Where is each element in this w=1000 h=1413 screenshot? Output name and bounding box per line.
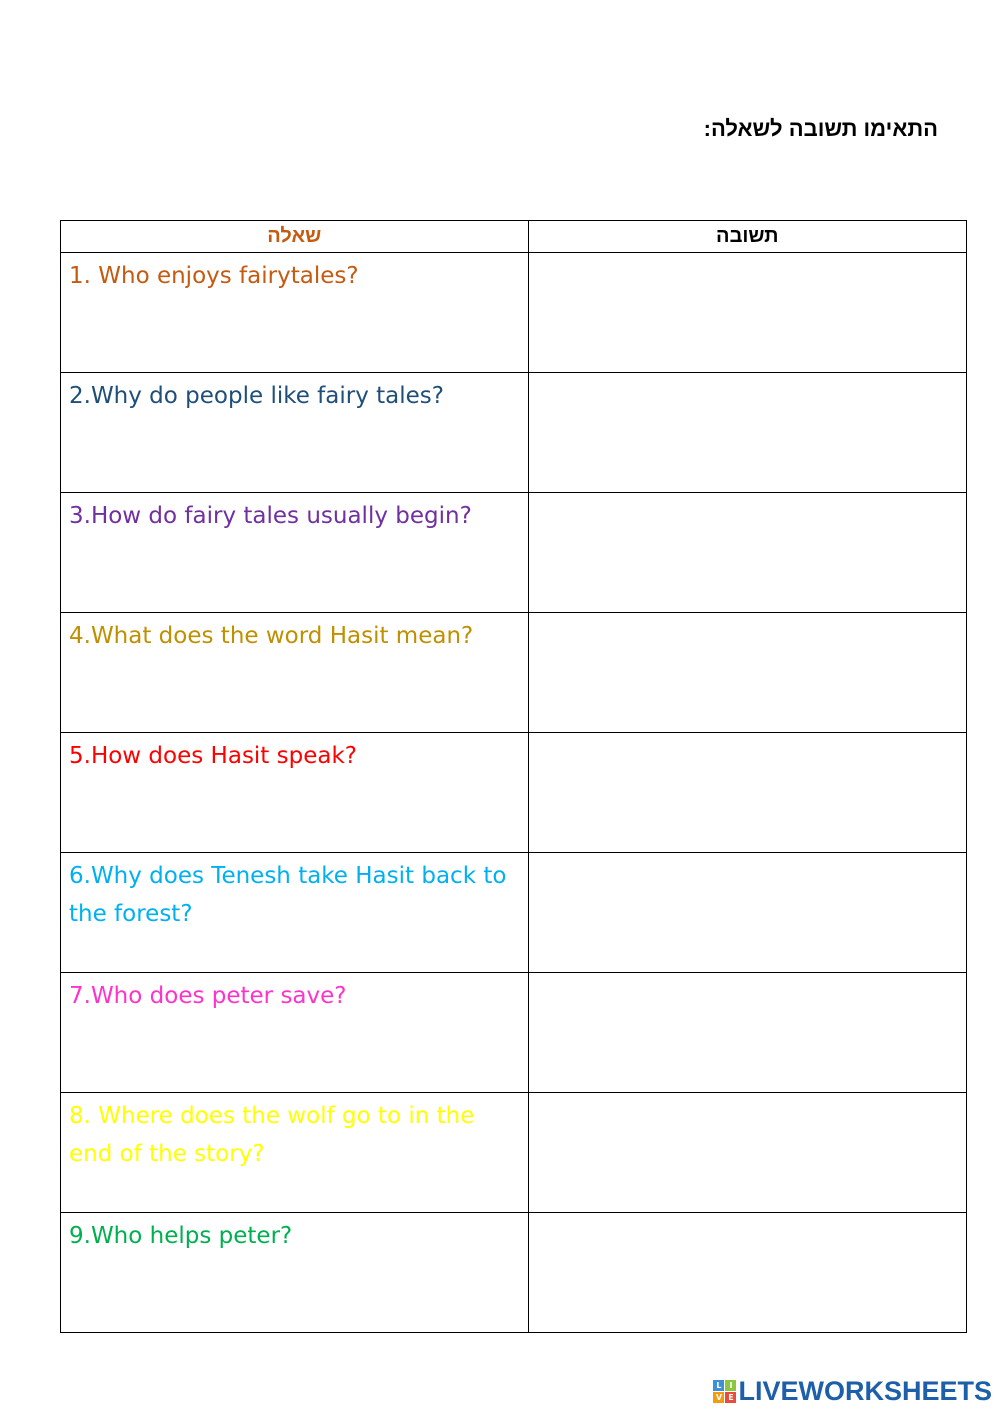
question-cell: 9.Who helps peter? xyxy=(61,1213,529,1333)
table-row xyxy=(61,373,967,493)
table-row xyxy=(61,1213,967,1333)
answer-drop-cell[interactable] xyxy=(528,1093,966,1213)
table-header-row xyxy=(61,221,967,253)
logo-mark-icon xyxy=(713,1380,736,1403)
table-row xyxy=(61,973,967,1093)
answer-drop-cell[interactable] xyxy=(528,613,966,733)
answer-drop-cell[interactable] xyxy=(528,253,966,373)
answer-drop-cell[interactable] xyxy=(528,853,966,973)
logo-block: L xyxy=(713,1380,724,1391)
instruction-heading: התאימו תשובה לשאלה: xyxy=(703,116,938,141)
table-row xyxy=(61,613,967,733)
question-cell: 5.How does Hasit speak? xyxy=(61,733,529,853)
answer-drop-cell[interactable] xyxy=(528,1213,966,1333)
question-cell: 8. Where does the wolf go to in the end of the story? xyxy=(61,1093,529,1213)
logo-block: V xyxy=(713,1392,724,1403)
table-row xyxy=(61,853,967,973)
question-column-header: שאלה xyxy=(61,221,529,253)
answer-drop-cell[interactable] xyxy=(528,973,966,1093)
logo-text: LIVEWORKSHEETS xyxy=(738,1376,992,1406)
answer-drop-cell[interactable] xyxy=(528,493,966,613)
question-cell: 6.Why does Tenesh take Hasit back to the forest? xyxy=(61,853,529,973)
table-row xyxy=(61,1093,967,1213)
question-cell: 7.Who does peter save? xyxy=(61,973,529,1093)
answer-column-header: תשובה xyxy=(528,221,966,253)
question-cell: 3.How do fairy tales usually begin? xyxy=(61,493,529,613)
logo-block: E xyxy=(725,1392,736,1403)
answer-drop-cell[interactable] xyxy=(528,733,966,853)
table-row xyxy=(61,493,967,613)
match-table xyxy=(60,220,967,1333)
table-row xyxy=(61,733,967,853)
liveworksheets-logo xyxy=(713,1376,992,1407)
logo-block: I xyxy=(725,1380,736,1391)
question-cell: 1. Who enjoys fairytales? xyxy=(61,253,529,373)
table-row xyxy=(61,253,967,373)
question-cell: 2.Why do people like fairy tales? xyxy=(61,373,529,493)
question-cell: 4.What does the word Hasit mean? xyxy=(61,613,529,733)
answer-drop-cell[interactable] xyxy=(528,373,966,493)
